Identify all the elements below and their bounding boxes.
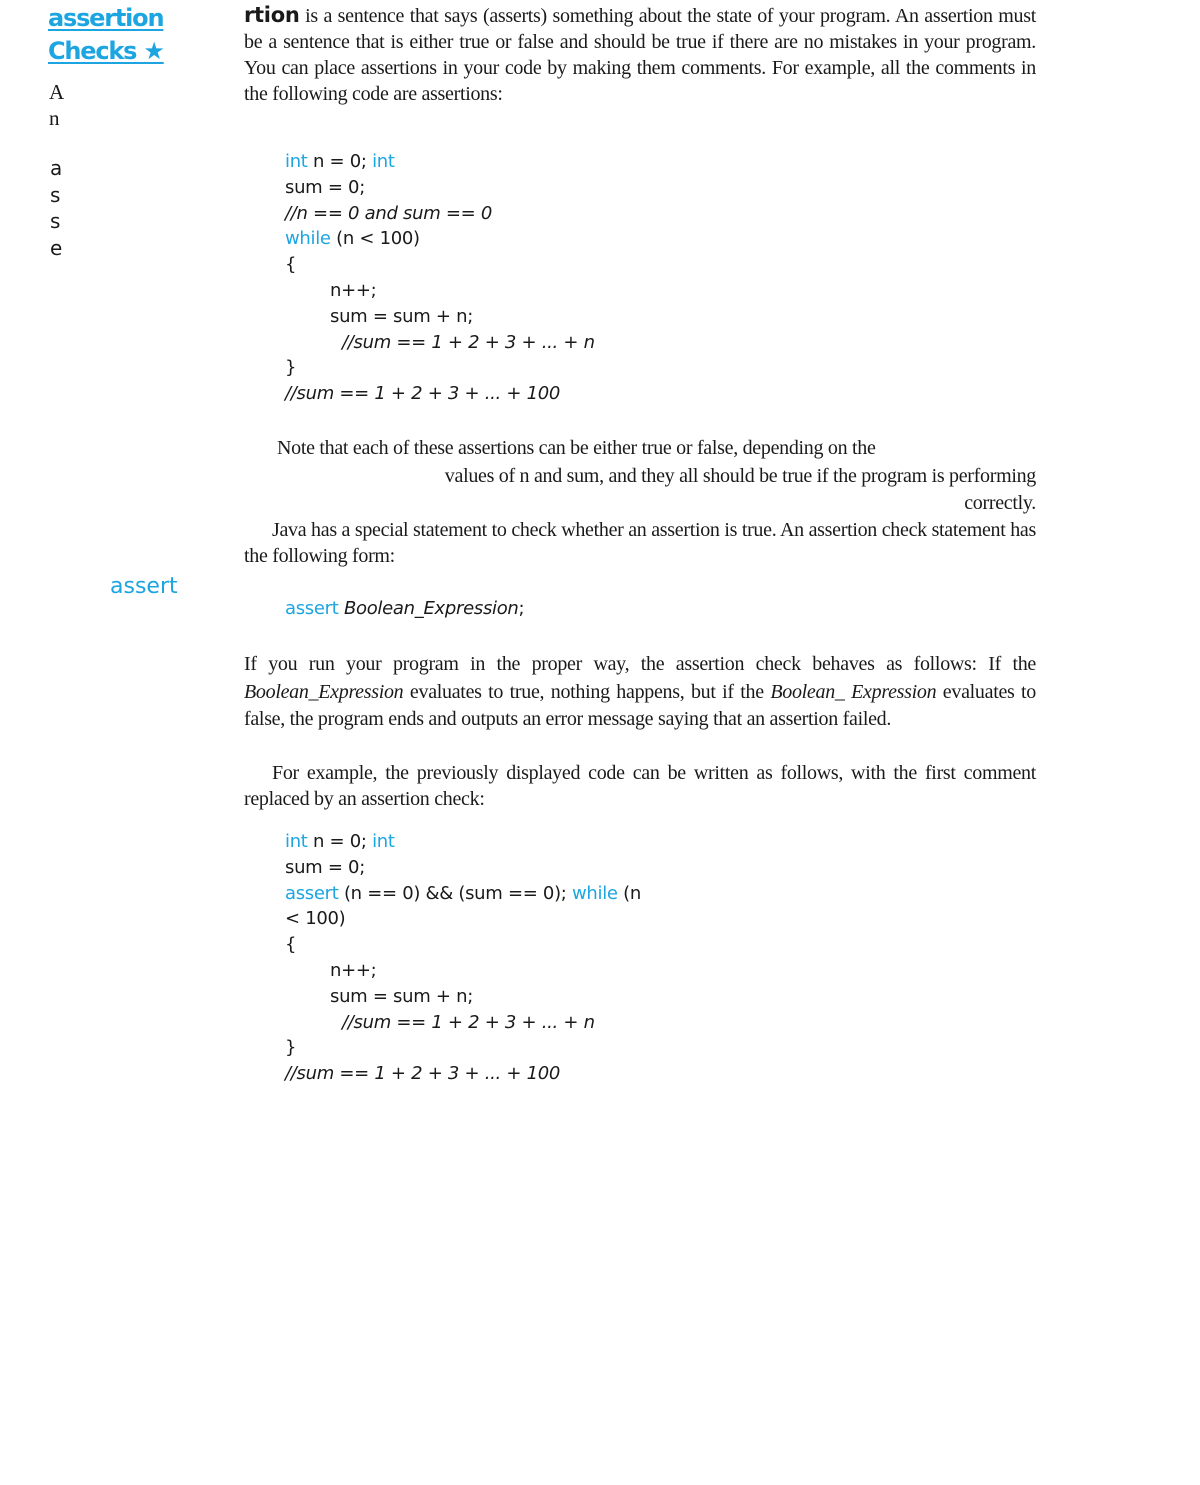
code-line: } [285,1037,297,1059]
code-text: n = 0; [307,831,373,852]
intro-text: is a sentence that says (asserts) something about the state of your program. An assertion must be a sentence that is either true or false and should be true if there are no mistakes in your program. You can place assertions in your code by making them comments. For example, all the comments in the following code are assertions: [244,5,1036,105]
code-comment: //n == 0 and sum == 0 [285,202,492,224]
sidebar-letter: a [50,156,63,180]
behavior-term: Boolean_Expression [244,680,404,703]
code-line: < 100) [285,908,346,930]
code-comment: //sum == 1 + 2 + 3 + ... + 100 [285,383,561,405]
code-text: ; [518,598,525,619]
code-line: sum = 0; [285,176,365,198]
note-line-1: Note that each of these assertions can be either true or false, depending on the [277,437,876,459]
java-paragraph: Java has a special statement to check whether an assertion is true. An assertion check statement has the following form: [244,519,1036,567]
sidebar-heading [48,2,164,68]
code-line: sum = sum + n; [330,305,473,327]
code-text: (n < 100) [330,228,420,250]
sidebar-letter: A [49,80,65,104]
code-keyword: int [285,831,308,852]
code-text: (n [617,882,641,904]
behavior-term: Boolean_ Expression [770,680,937,703]
code-keyword: assert [285,598,339,619]
code-text: (n == 0) && (sum == 0); [338,882,572,904]
code-keyword: int [372,831,395,852]
code-line: n++; [330,959,377,981]
code-keyword: int [372,151,395,172]
heading-line-assertion: assertion [48,4,164,32]
code-line: sum = 0; [285,856,365,878]
sidebar-letter: s [50,209,61,233]
code-block-comments [285,149,595,407]
code-keyword: assert [285,882,339,904]
code-line [285,226,595,252]
behavior-text: evaluates to true, nothing happens, but if the [403,680,771,703]
sidebar-letter: s [50,182,61,207]
code-line: { [285,254,297,276]
code-line [285,829,641,855]
sidebar-letter: e [50,235,63,260]
code-line: } [285,357,297,379]
heading-line-checks: Checks ★ [48,37,164,65]
code-keyword: int [285,151,308,172]
intro-lead: rtion [244,3,300,27]
code-keyword: while [285,228,331,250]
code-line [285,881,641,907]
assert-syntax [285,596,524,622]
code-line [285,596,524,622]
sidebar-letter: n [49,106,60,130]
code-keyword: while [572,882,618,904]
code-comment: //sum == 1 + 2 + 3 + ... + n [342,1011,595,1033]
code-line: { [285,934,297,956]
code-placeholder: Boolean_Expression [343,598,519,619]
code-block-assertion [285,829,641,1087]
example-paragraph: For example, the previously displayed code can be written as follows, with the first comment replaced by an assertion check: [244,762,1036,810]
sidebar-assert-label: assert [110,574,178,599]
code-comment: //sum == 1 + 2 + 3 + ... + n [342,331,595,353]
note-line-2: values of n and sum, and they all should be true if the program is performing [444,465,1036,487]
code-comment: //sum == 1 + 2 + 3 + ... + 100 [285,1063,561,1085]
code-line: n++; [330,279,377,301]
code-line [285,149,595,175]
code-text: n = 0; [307,151,373,172]
code-line: sum = sum + n; [330,985,473,1007]
behavior-text: If you run your program in the proper way, the assertion check behaves as follows: If the [244,653,1036,675]
note-line-3: correctly. [964,492,1036,514]
sidebar-serif-letters [49,79,64,131]
behavior-text: evaluates to false, the program ends and outputs an error message saying that an assertion failed. [244,680,1036,730]
intro-paragraph [244,2,1036,107]
behavior-paragraph [244,651,1036,734]
sidebar-sans-letters [50,155,62,261]
